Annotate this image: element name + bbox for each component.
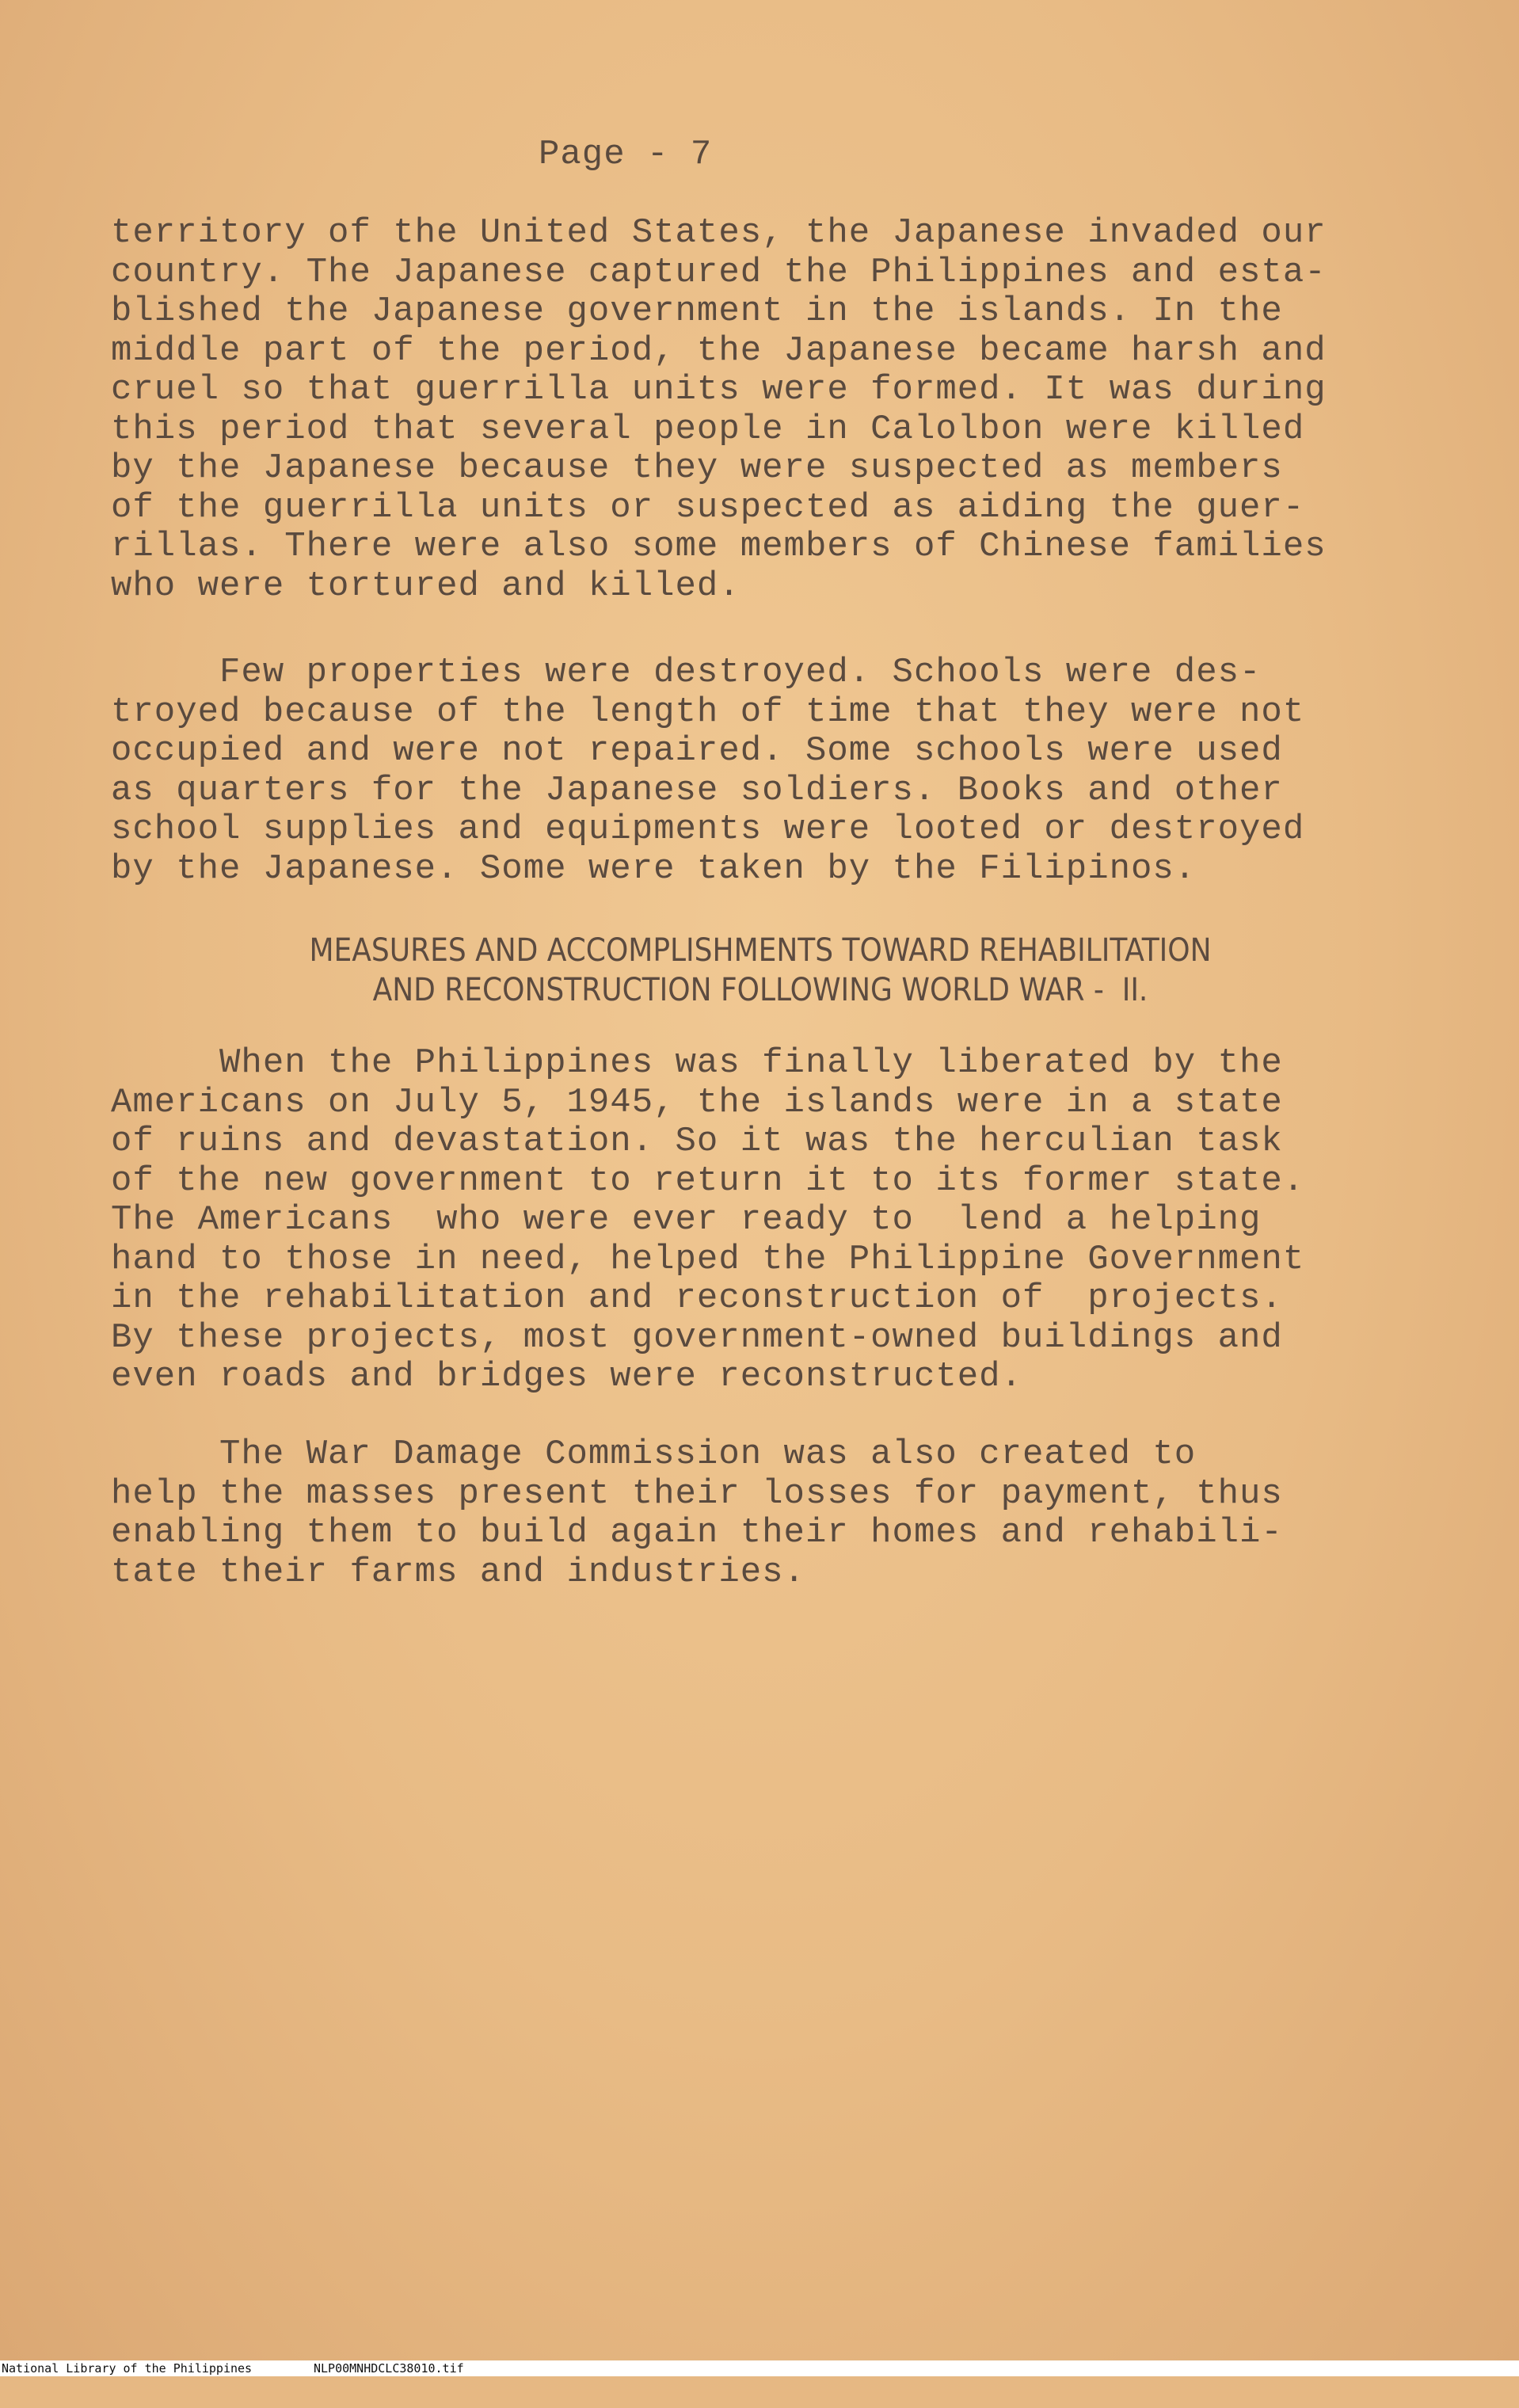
section-heading <box>111 931 1410 1010</box>
text-line: rillas. There were also some members of Chinese families <box>111 527 1327 566</box>
text-line: country. The Japanese captured the Philippines and esta- <box>111 252 1327 292</box>
text-line: of the guerrilla units or suspected as aiding the guer- <box>111 487 1305 528</box>
text-line: of the new government to return it to its former state. <box>111 1160 1305 1201</box>
heading-line: AND RECONSTRUCTION FOLLOWING WORLD WAR - II. <box>372 972 1148 1008</box>
text-line: tate their farms and industries. <box>111 1552 805 1592</box>
text-line: territory of the United States, the Japanese invaded our <box>111 213 1327 253</box>
text-line: of ruins and devastation. So it was the herculian task <box>111 1122 1283 1161</box>
text-line: The War Damage Commission was also created to <box>111 1435 1197 1474</box>
text-line: cruel so that guerrilla units were formed. It was during <box>111 370 1327 410</box>
heading-line: MEASURES AND ACCOMPLISHMENTS TOWARD REHABILITATION <box>309 932 1212 969</box>
text-line: as quarters for the Japanese soldiers. Books and other <box>111 770 1283 810</box>
text-line: even roads and bridges were reconstructed. <box>111 1357 1022 1396</box>
scan-filename: NLP00MNHDCLC38010.tif <box>314 2361 464 2376</box>
paragraph-destroyed-properties <box>111 653 1410 889</box>
library-credit: National Library of the Philippines <box>2 2361 253 2376</box>
text-line: occupied and were not repaired. Some schools were used <box>111 731 1283 771</box>
scan-footer <box>0 2360 1519 2376</box>
text-line: Americans on July 5, 1945, the islands were in a state <box>111 1082 1283 1122</box>
text-line: enabling them to build again their homes and rehabili- <box>111 1513 1283 1553</box>
text-line: Few properties were destroyed. Schools were des- <box>111 653 1262 692</box>
text-line: this period that several people in Calolbon were killed <box>111 409 1305 449</box>
text-line: middle part of the period, the Japanese became harsh and <box>111 330 1327 371</box>
text-line: in the rehabilitation and reconstruction of projects. <box>111 1278 1283 1318</box>
text-line: by the Japanese because they were suspected as members <box>111 448 1283 488</box>
text-line: help the masses present their losses for payment, thus <box>111 1473 1283 1514</box>
text-line: who were tortured and killed. <box>111 566 740 606</box>
paragraph-wartime-occupation <box>111 214 1410 606</box>
page-number: Page - 7 <box>539 135 713 174</box>
text-line: By these projects, most government-owned buildings and <box>111 1317 1283 1358</box>
text-line: The Americans who were ever ready to lend a helping <box>111 1200 1262 1240</box>
text-line: When the Philippines was finally liberated by the <box>111 1043 1283 1083</box>
text-line: school supplies and equipments were looted or destroyed <box>111 810 1305 849</box>
text-line: by the Japanese. Some were taken by the Filipinos. <box>111 848 1197 889</box>
text-line: hand to those in need, helped the Philippine Government <box>111 1239 1305 1279</box>
text-line: troyed because of the length of time that they were not <box>111 692 1305 732</box>
paragraph-war-damage-commission <box>111 1435 1410 1592</box>
text-line: blished the Japanese government in the islands. In the <box>111 291 1283 331</box>
paragraph-liberation <box>111 1044 1410 1397</box>
